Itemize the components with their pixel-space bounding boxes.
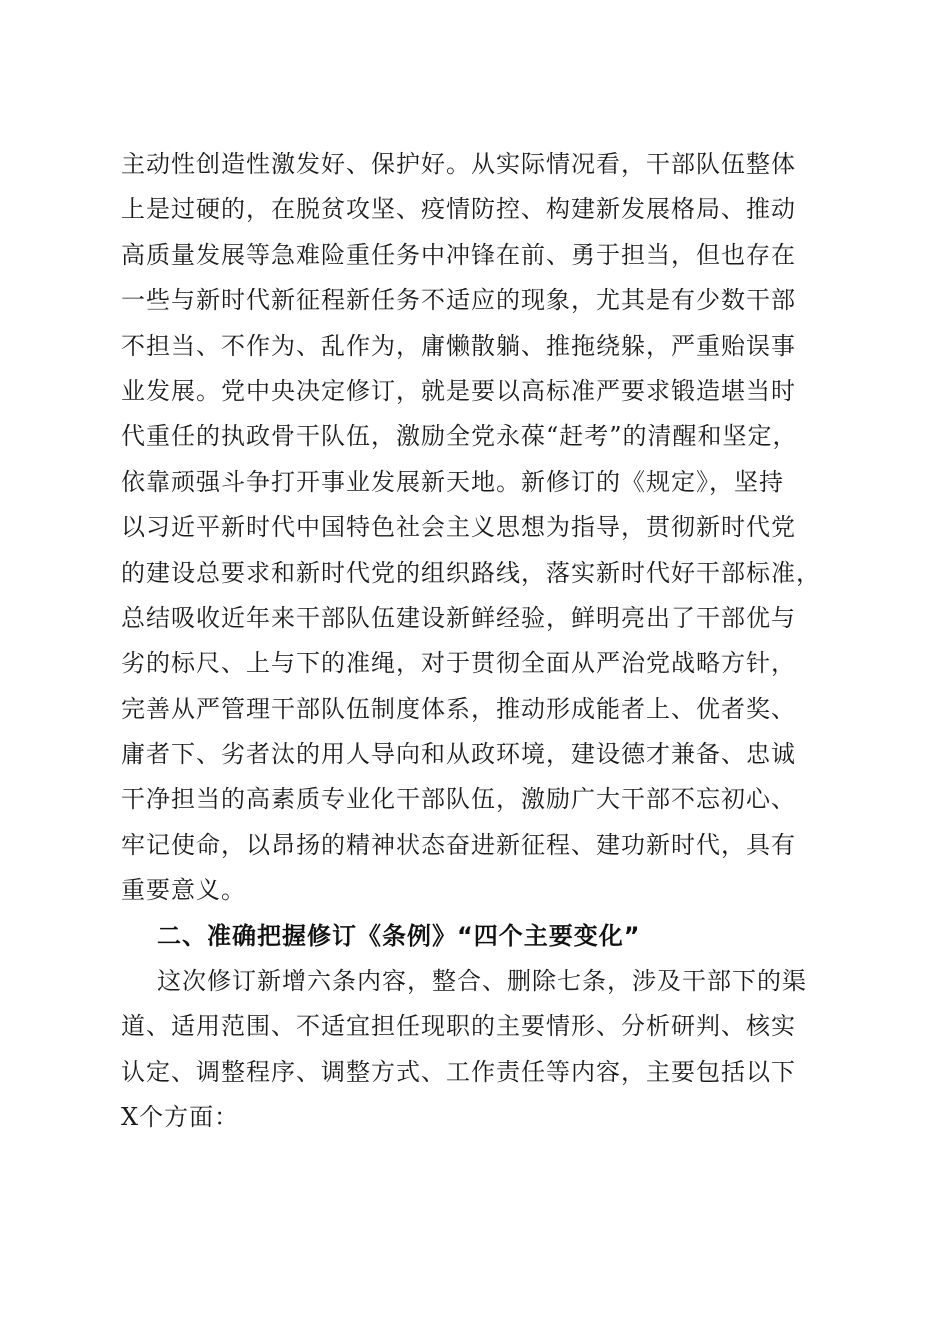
text-line: 认定、调整程序、调整方式、工作责任等内容，主要包括以下	[121, 1057, 796, 1086]
text-line: 业发展。党中央决定修订，就是要以高标准严要求锻造堪当时	[121, 376, 796, 405]
text-line: 代重任的执政骨干队伍，激励全党永葆“赶考”的清醒和坚定，	[121, 422, 798, 451]
section-heading: 二、准确把握修订《条例》“四个主要变化”	[157, 921, 641, 950]
text-line: 庸者下、劣者汰的用人导向和从政环境，建设德才兼备、忠诚	[121, 740, 796, 769]
text-line: 依靠顽强斗争打开事业发展新天地。新修订的《规定》，坚持	[121, 467, 784, 496]
text-line: X个方面：	[121, 1103, 240, 1132]
text-line: 干净担当的高素质专业化干部队伍，激励广大干部不忘初心、	[121, 785, 796, 814]
text-line: 重要意义。	[121, 876, 246, 905]
text-line: 总结吸收近年来干部队伍建设新鲜经验，鲜明亮出了干部优与	[121, 603, 796, 632]
text-line: 主动性创造性激发好、保护好。从实际情况看，干部队伍整体	[121, 150, 796, 178]
text-line: 完善从严管理干部队伍制度体系，推动形成能者上、优者奖、	[121, 694, 796, 723]
paragraph-continuation	[121, 142, 837, 914]
text-line: 这次修订新增六条内容，整合、删除七条，涉及干部下的渠	[157, 967, 807, 996]
paragraph-section-two	[121, 959, 837, 1141]
text-line: 以习近平新时代中国特色社会主义思想为指导，贯彻新时代党	[121, 513, 796, 542]
document-body	[121, 142, 837, 1141]
text-line: 不担当、不作为、乱作为，庸懒散躺、推拖绕躲，严重贻误事	[121, 331, 796, 360]
text-line: 上是过硬的，在脱贫攻坚、疫情防控、构建新发展格局、推动	[121, 195, 796, 224]
text-line: 高质量发展等急难险重任务中冲锋在前、勇于担当，但也存在	[121, 240, 796, 269]
text-line: 一些与新时代新征程新任务不适应的现象，尤其是有少数干部	[121, 286, 796, 315]
text-line: 的建设总要求和新时代党的组织路线，落实新时代好干部标准，	[121, 558, 821, 587]
text-line: 劣的标尺、上与下的准绳，对于贯彻全面从严治党战略方针，	[121, 649, 796, 678]
text-line: 牢记使命，以昂扬的精神状态奋进新征程、建功新时代，具有	[121, 830, 796, 859]
text-line: 道、适用范围、不适宜担任现职的主要情形、分析研判、核实	[121, 1012, 796, 1041]
